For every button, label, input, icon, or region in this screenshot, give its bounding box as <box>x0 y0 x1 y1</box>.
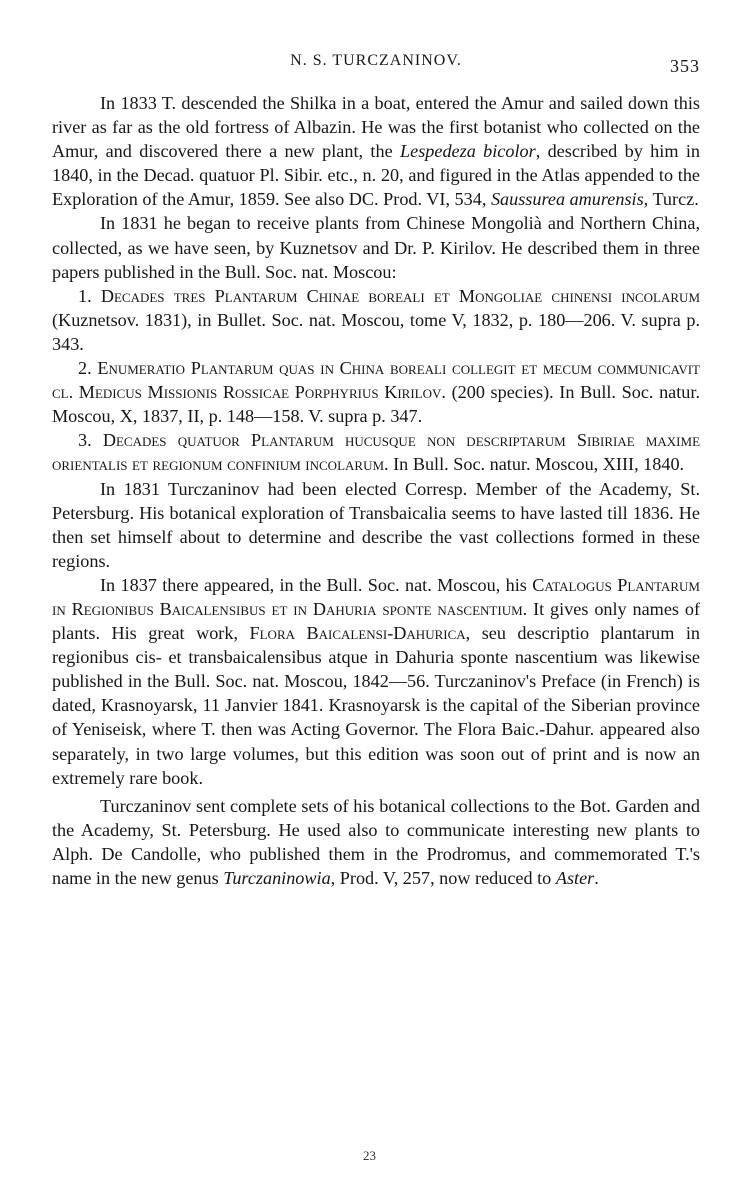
publication-item-3 <box>52 428 700 476</box>
item-number: 1. <box>78 285 101 306</box>
publication-title: Decades quatuor Plantarum hucusque non descriptarum Sibiriae maxime orientalis et regionum confinium incolarum. <box>52 430 701 475</box>
item-number: 3. <box>78 430 103 451</box>
text-run: In 1837 there appeared, in the Bull. Soc. nat. Moscou, his <box>100 574 533 595</box>
text-run: , seu descriptio plantarum in regionibus cis- et transbaicalensibus atque in Dahuria sponte nascentium was likewise published in the Bull. Soc. nat. Moscou, 1842—56. Turczaninov's Preface (in French) is dated, Krasnoyarsk, 11 Janvier 1841. Krasnoyarsk is the capital of the Siberian province of Yeniseisk, where T. then was Acting Governor. The Flora Baic.-Dahur. appeared also separately, in two large volumes, but this edition was soon out of print and is now an extremely rare book. <box>52 623 701 788</box>
publication-title: Enumeratio Plantarum quas in China boreali collegit et mecum communicavit cl. Medicus Missionis Rossicae Porphyrius Kirilov. <box>52 358 700 403</box>
text-run: , described by him in 1840, in the Decad. quatuor Pl. Sibir. etc., n. 20, and figured in the Atlas appended to the Exploration of the Amur, 1859. See also DC. Prod. VI, 534, <box>52 141 700 210</box>
text-run: Turczaninov sent complete sets of his botanical collections to the Bot. Garden and the Academy, St. Petersburg. He used also to communicate interesting new plants to Alph. De Candolle, who published them in the Prodromus, and commemorated T.'s name in the new genus <box>52 795 700 888</box>
publication-title: Decades tres Plantarum Chinae boreali et Mongoliae chinensi incolarum <box>100 285 701 306</box>
text-run: Prod. V, 257, now reduced to <box>335 868 556 888</box>
page-number: 353 <box>670 56 700 76</box>
text-run: . <box>594 868 599 888</box>
running-header <box>52 50 700 80</box>
signature-number: 23 <box>363 1148 376 1163</box>
text-run: In Bull. Soc. natur. Moscou, XIII, 1840. <box>388 454 685 475</box>
body-text <box>52 91 700 890</box>
publication-title: Flora Baicalensi-Dahurica <box>249 623 466 644</box>
text-run: (Kuznetsov. 1831), in Bullet. Soc. nat. Moscou, tome V, 1832, p. 180—206. V. supra p. 343. <box>52 309 700 354</box>
text-run: . It gives only names of plants. His great work, <box>52 598 701 644</box>
running-title: N. S. TURCZANINOV. <box>290 52 462 69</box>
paragraph-academy-member: In 1831 Turczaninov had been elected Corresp. Member of the Academy, St. Petersburg. His botanical exploration of Transbaicalia seems to have lasted till 1836. He then set himself about to determine and describe the vast collections formed in these regions. <box>52 478 700 571</box>
species-name: Lespedeza bicolor <box>400 141 536 162</box>
publication-item-1 <box>52 284 700 356</box>
text-run: In 1833 T. descended the Shilka in a boat, entered the Amur and sailed down this river as far as the old fortress of Albazin. He was the first botanist who collected on the Amur, and discovered there a new plant, the <box>52 93 700 162</box>
publication-item-2 <box>52 356 700 428</box>
paragraph-collections <box>52 794 700 890</box>
text-run: Turcz. <box>648 189 699 210</box>
genus-name: Turczaninowia, <box>223 868 336 888</box>
paragraph-chinese-plants: In 1831 he began to receive plants from Chinese Mongolià and Northern China, collected, as we have seen, by Kuznetsov and Dr. P. Kirilov. He described them in three papers published in the Bull. Soc. nat. Moscou: <box>52 213 700 282</box>
species-name: Saussurea amurensis, <box>490 189 649 210</box>
paragraph-catalogus <box>52 573 700 790</box>
item-number: 2. <box>78 358 98 379</box>
genus-name: Aster <box>555 868 595 888</box>
paragraph-amur-expedition <box>52 91 700 211</box>
text-run: (200 species). In Bull. Soc. natur. Moscou, X, 1837, II, p. 148—158. V. supra p. 347. <box>52 382 700 427</box>
publication-title: Catalogus Plantarum in Regionibus Baicalensibus et in Dahuria sponte nascentium <box>52 574 700 619</box>
